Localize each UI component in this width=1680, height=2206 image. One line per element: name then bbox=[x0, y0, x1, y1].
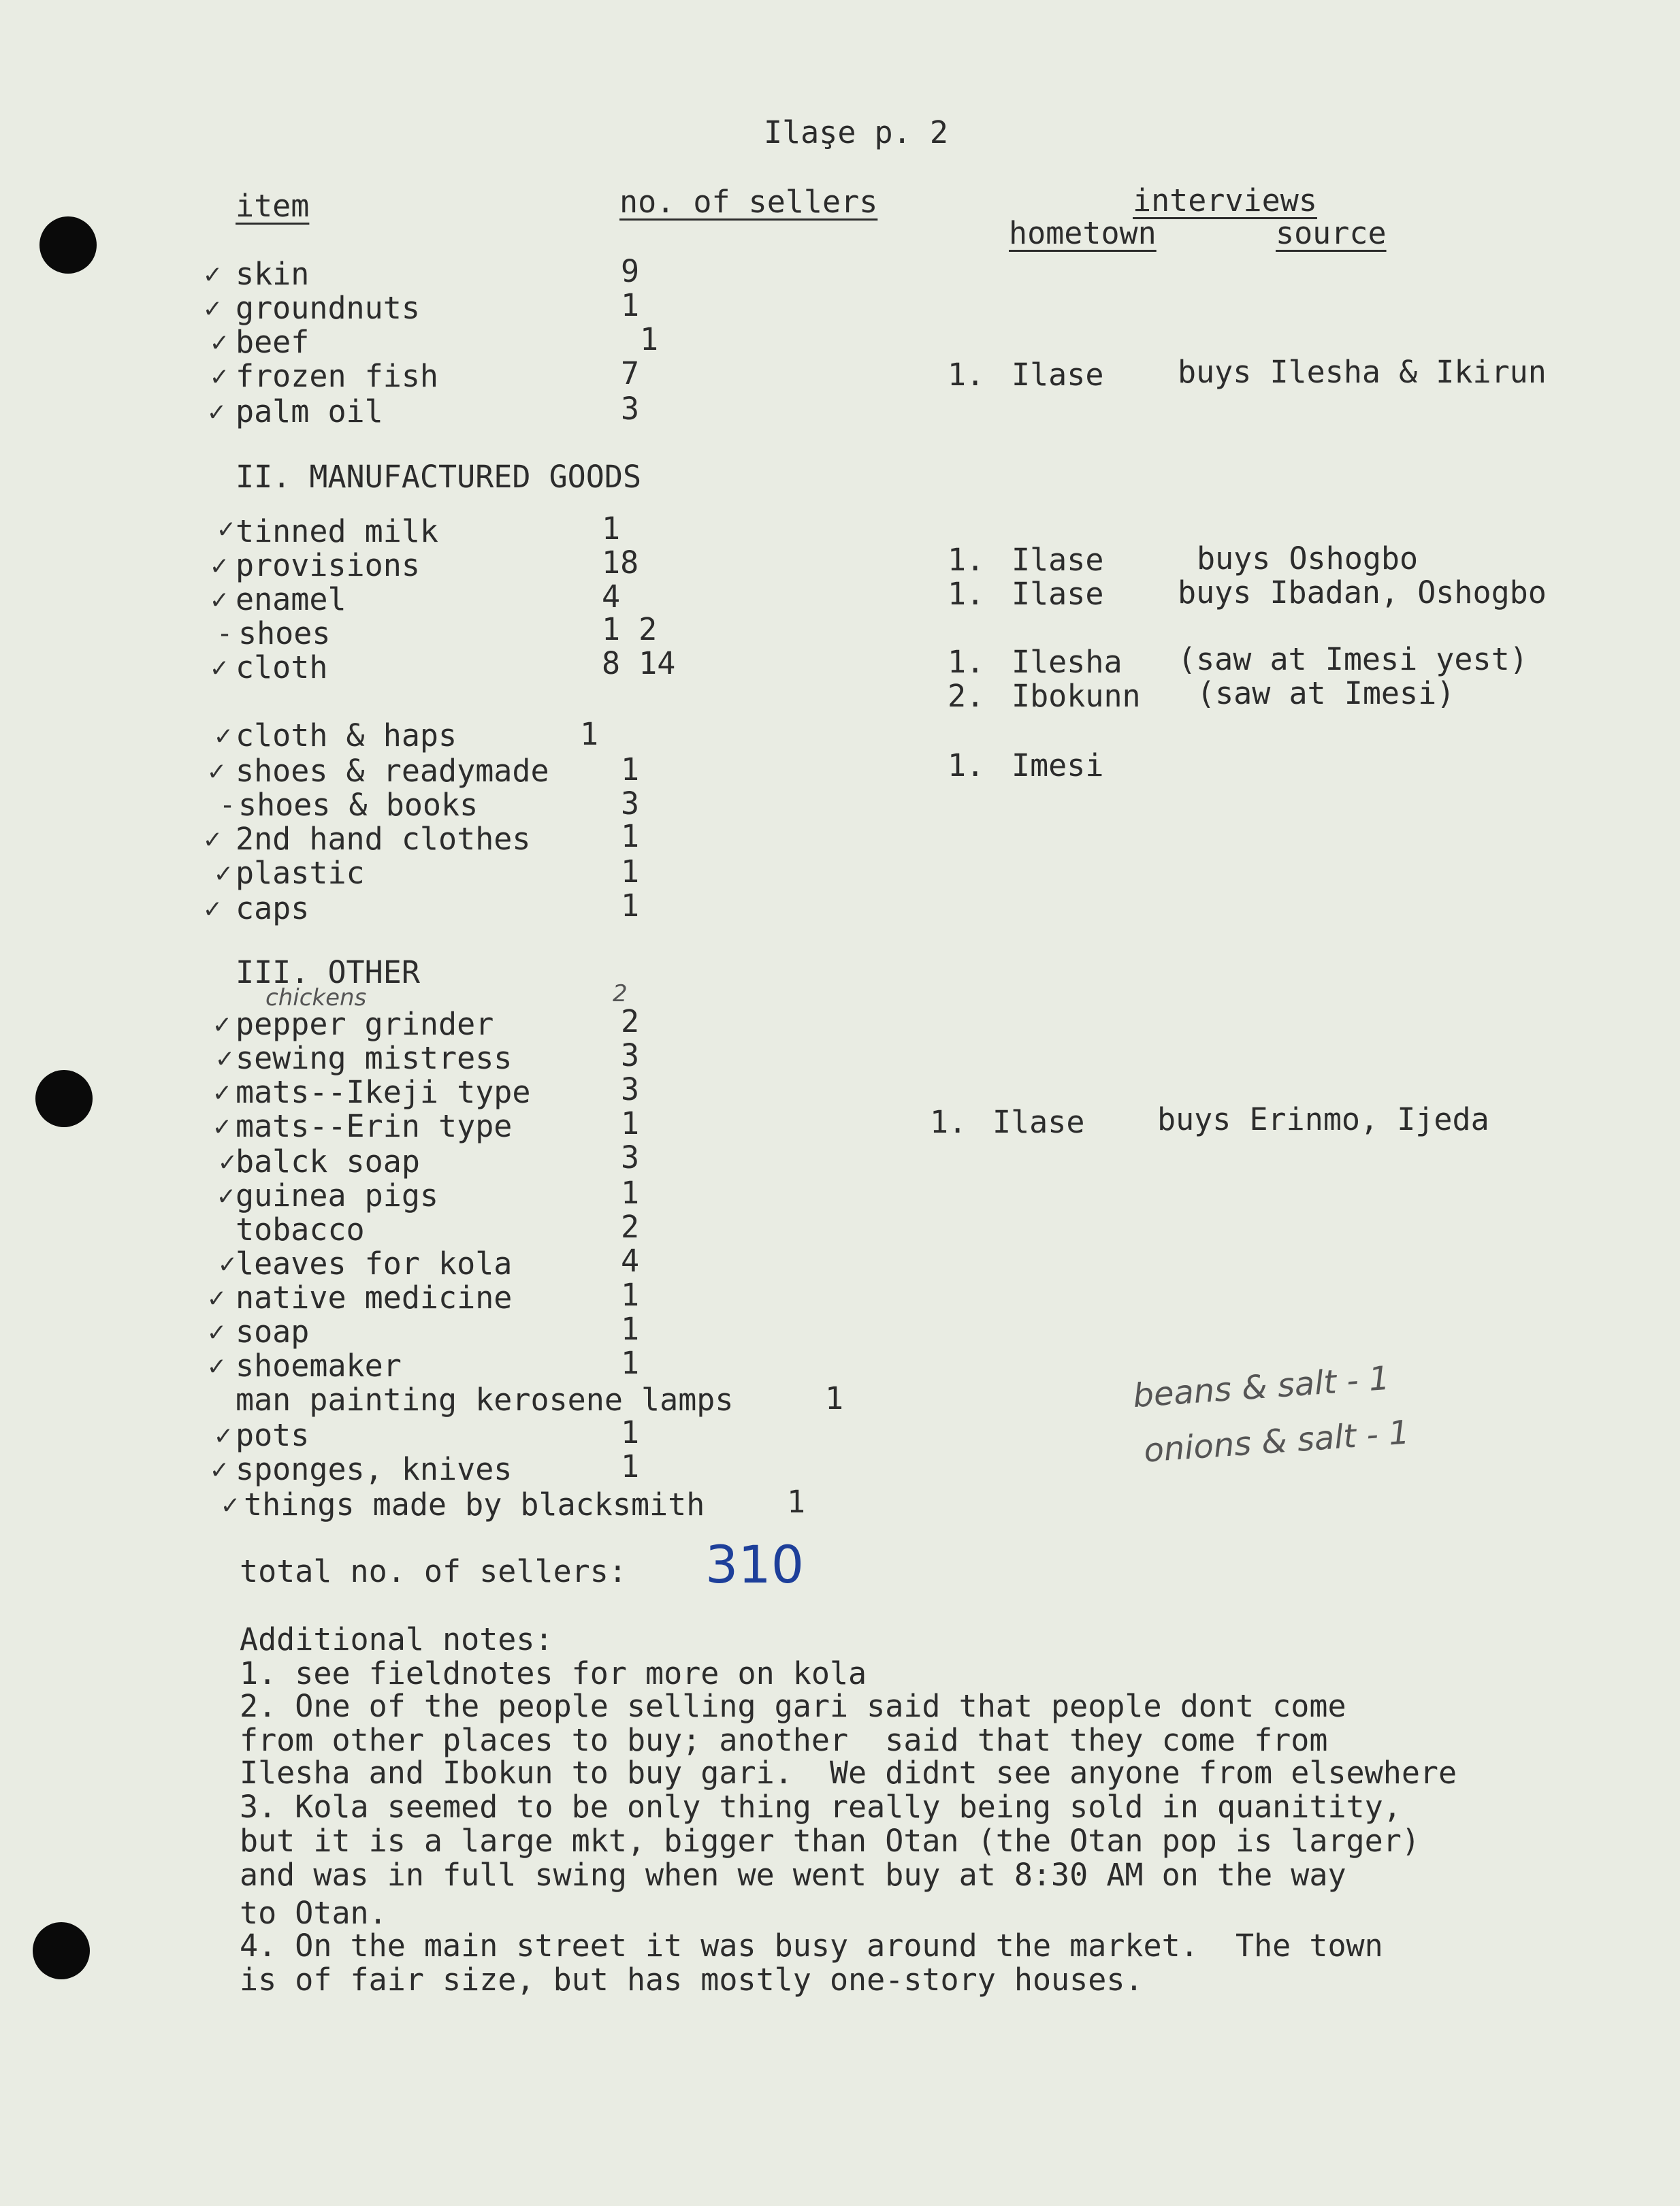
seller-count: 3 bbox=[621, 1037, 640, 1073]
checkmark-icon: - bbox=[219, 790, 236, 821]
interview-num: 1. bbox=[930, 1104, 967, 1140]
checkmark-icon: ✓ bbox=[204, 259, 221, 290]
seller-count: 1 bbox=[640, 321, 659, 357]
handwritten-chickens-count: 2 bbox=[613, 980, 628, 1007]
item-name: mats--Ikeji type bbox=[236, 1074, 531, 1110]
seller-count: 4 bbox=[621, 1243, 640, 1279]
checkmark-icon: ✓ bbox=[208, 1316, 225, 1348]
additional-notes-title: Additional notes: bbox=[240, 1621, 553, 1657]
item-name: native medicine bbox=[236, 1280, 513, 1316]
interview-source: (saw at Imesi) bbox=[1197, 675, 1455, 711]
item-name: leaves for kola bbox=[236, 1246, 513, 1282]
checkmark-icon: ✓ bbox=[216, 1043, 233, 1074]
interview-source: buys Oshogbo bbox=[1197, 540, 1419, 577]
binder-hole-middle bbox=[35, 1070, 93, 1127]
checkmark-icon: ✓ bbox=[215, 1420, 232, 1451]
checkmark-icon: ✓ bbox=[208, 1350, 225, 1382]
binder-hole-top bbox=[39, 216, 97, 274]
item-name: groundnuts bbox=[236, 290, 420, 326]
seller-count: 2 bbox=[621, 1209, 640, 1245]
seller-count: 1 bbox=[621, 1345, 640, 1381]
total-value-handwritten: 310 bbox=[705, 1534, 805, 1595]
seller-count: 3 bbox=[621, 391, 640, 427]
checkmark-icon: ✓ bbox=[208, 396, 225, 427]
seller-count: 3 bbox=[621, 1071, 640, 1107]
note-line: Ilesha and Ibokun to buy gari. We didnt see anyone from elsewhere bbox=[240, 1755, 1457, 1791]
checkmark-icon: ✓ bbox=[211, 584, 228, 615]
checkmark-icon: ✓ bbox=[211, 1454, 228, 1485]
header-item: item bbox=[236, 188, 310, 224]
interview-source: buys Erinmo, Ijeda bbox=[1157, 1101, 1489, 1137]
checkmark-icon: ✓ bbox=[204, 293, 221, 324]
item-name: tobacco bbox=[236, 1212, 365, 1248]
seller-count: 2 bbox=[621, 1003, 640, 1039]
interview-hometown: Ilase bbox=[1012, 542, 1104, 578]
seller-count: 1 bbox=[621, 1311, 640, 1347]
seller-count: 1 2 bbox=[602, 611, 658, 647]
item-name: cloth bbox=[236, 649, 328, 685]
interview-hometown: Ilesha bbox=[1012, 644, 1122, 680]
item-name: caps bbox=[236, 890, 310, 926]
seller-count: 1 bbox=[602, 510, 621, 547]
section-title-manufactured-goods: II. MANUFACTURED GOODS bbox=[236, 459, 642, 495]
checkmark-icon: ✓ bbox=[214, 1077, 231, 1108]
checkmark-icon: ✓ bbox=[215, 720, 232, 751]
note-line: 2. One of the people selling gari said that people dont come bbox=[240, 1688, 1346, 1724]
note-line: to Otan. bbox=[240, 1895, 387, 1931]
item-name: guinea pigs bbox=[236, 1178, 439, 1214]
seller-count: 1 bbox=[580, 716, 599, 752]
handwritten-chickens: chickens bbox=[265, 984, 367, 1011]
checkmark-icon: ✓ bbox=[208, 756, 225, 787]
item-name: shoemaker bbox=[236, 1348, 402, 1384]
seller-count: 1 bbox=[621, 1448, 640, 1485]
item-name: frozen fish bbox=[236, 358, 439, 394]
checkmark-icon: ✓ bbox=[211, 550, 228, 581]
total-label: total no. of sellers: bbox=[240, 1553, 627, 1589]
checkmark-icon: ✓ bbox=[219, 1248, 236, 1280]
item-name: 2nd hand clothes bbox=[236, 821, 531, 857]
binder-hole-bottom bbox=[33, 1922, 90, 1979]
checkmark-icon: ✓ bbox=[211, 327, 228, 358]
interview-num: 1. bbox=[948, 542, 985, 578]
handwritten-note-beans-salt: beans & salt - 1 bbox=[1131, 1359, 1391, 1416]
seller-count: 1 bbox=[621, 854, 640, 890]
item-name: enamel bbox=[236, 581, 346, 617]
checkmark-icon: ✓ bbox=[218, 1180, 235, 1212]
item-name: palm oil bbox=[236, 393, 383, 429]
note-line: and was in full swing when we went buy at 8:30 AM on the way bbox=[240, 1857, 1346, 1893]
item-name: man painting kerosene lamps bbox=[236, 1382, 734, 1418]
interview-hometown: Ilase bbox=[1012, 576, 1104, 612]
interview-num: 1. bbox=[948, 357, 985, 393]
checkmark-icon: ✓ bbox=[219, 1146, 236, 1178]
checkmark-icon: ✓ bbox=[215, 858, 232, 889]
header-source: source bbox=[1276, 215, 1387, 251]
interview-source: buys Ilesha & Ikirun bbox=[1178, 354, 1547, 390]
item-name: plastic bbox=[236, 855, 365, 891]
seller-count: 1 bbox=[621, 1175, 640, 1211]
seller-count: 18 bbox=[602, 545, 639, 581]
item-name: shoes & books bbox=[238, 787, 479, 823]
note-line: 3. Kola seemed to be only thing really being sold in quanitity, bbox=[240, 1789, 1402, 1825]
seller-count: 1 bbox=[621, 751, 640, 788]
interview-source: (saw at Imesi yest) bbox=[1178, 641, 1528, 677]
page-title: Ilaşe p. 2 bbox=[764, 114, 948, 150]
item-name: soap bbox=[236, 1314, 310, 1350]
checkmark-icon: ✓ bbox=[211, 652, 228, 683]
item-name: provisions bbox=[236, 547, 420, 583]
item-name: tinned milk bbox=[236, 513, 439, 549]
checkmark-icon: ✓ bbox=[204, 893, 221, 924]
item-name: shoes bbox=[238, 615, 331, 651]
seller-count: 1 bbox=[621, 287, 640, 323]
note-line: 1. see fieldnotes for more on kola bbox=[240, 1655, 867, 1691]
item-name: skin bbox=[236, 256, 310, 292]
interview-hometown: Ibokunn bbox=[1012, 678, 1141, 714]
seller-count: 1 bbox=[621, 1277, 640, 1313]
seller-count: 7 bbox=[621, 355, 640, 391]
interview-hometown: Imesi bbox=[1012, 747, 1104, 783]
handwritten-note-onions-salt: onions & salt - 1 bbox=[1142, 1413, 1411, 1470]
interview-hometown: Ilase bbox=[992, 1104, 1085, 1140]
seller-count: 4 bbox=[602, 579, 621, 615]
seller-count: 9 bbox=[621, 253, 640, 289]
interview-source: buys Ibadan, Oshogbo bbox=[1178, 574, 1547, 611]
seller-count: 1 bbox=[621, 1414, 640, 1450]
checkmark-icon: ✓ bbox=[222, 1489, 239, 1521]
seller-count: 1 bbox=[621, 888, 640, 924]
item-name: cloth & haps bbox=[236, 717, 457, 753]
seller-count: 1 bbox=[825, 1380, 844, 1416]
seller-count: 3 bbox=[621, 785, 640, 822]
section-title-other: III. OTHER bbox=[236, 954, 420, 990]
checkmark-icon: ✓ bbox=[208, 1282, 225, 1314]
seller-count: 1 bbox=[787, 1484, 806, 1520]
checkmark-icon: - bbox=[216, 618, 233, 649]
seller-count: 1 bbox=[621, 1105, 640, 1141]
interview-num: 2. bbox=[948, 678, 985, 714]
item-name: beef bbox=[236, 324, 310, 360]
note-line: from other places to buy; another said that they come from bbox=[240, 1722, 1328, 1758]
note-line: but it is a large mkt, bigger than Otan (the Otan pop is larger) bbox=[240, 1823, 1420, 1859]
interview-num: 1. bbox=[948, 747, 985, 783]
checkmark-icon: ✓ bbox=[214, 1009, 231, 1040]
item-name: sewing mistress bbox=[236, 1040, 513, 1076]
seller-count: 8 14 bbox=[602, 645, 676, 681]
item-name: things made by blacksmith bbox=[244, 1487, 705, 1523]
header-hometown: hometown bbox=[1009, 215, 1157, 251]
checkmark-icon: ✓ bbox=[204, 824, 221, 855]
seller-count: 3 bbox=[621, 1139, 640, 1175]
item-name: mats--Erin type bbox=[236, 1108, 513, 1144]
interview-num: 1. bbox=[948, 576, 985, 612]
header-no-of-sellers: no. of sellers bbox=[619, 184, 878, 220]
item-name: sponges, knives bbox=[236, 1451, 513, 1487]
checkmark-icon: ✓ bbox=[218, 513, 235, 545]
note-line: 4. On the main street it was busy around the market. The town bbox=[240, 1928, 1383, 1964]
checkmark-icon: ✓ bbox=[214, 1111, 231, 1142]
note-line: is of fair size, but has mostly one-story houses. bbox=[240, 1962, 1144, 1998]
interview-num: 1. bbox=[948, 644, 985, 680]
item-name: shoes & readymade bbox=[236, 753, 549, 789]
item-name: balck soap bbox=[236, 1143, 420, 1180]
interview-hometown: Ilase bbox=[1012, 357, 1104, 393]
checkmark-icon: ✓ bbox=[211, 361, 228, 392]
item-name: pots bbox=[236, 1417, 310, 1453]
header-interviews: interviews bbox=[1133, 182, 1317, 218]
item-name: pepper grinder bbox=[236, 1006, 494, 1042]
seller-count: 1 bbox=[621, 818, 640, 854]
